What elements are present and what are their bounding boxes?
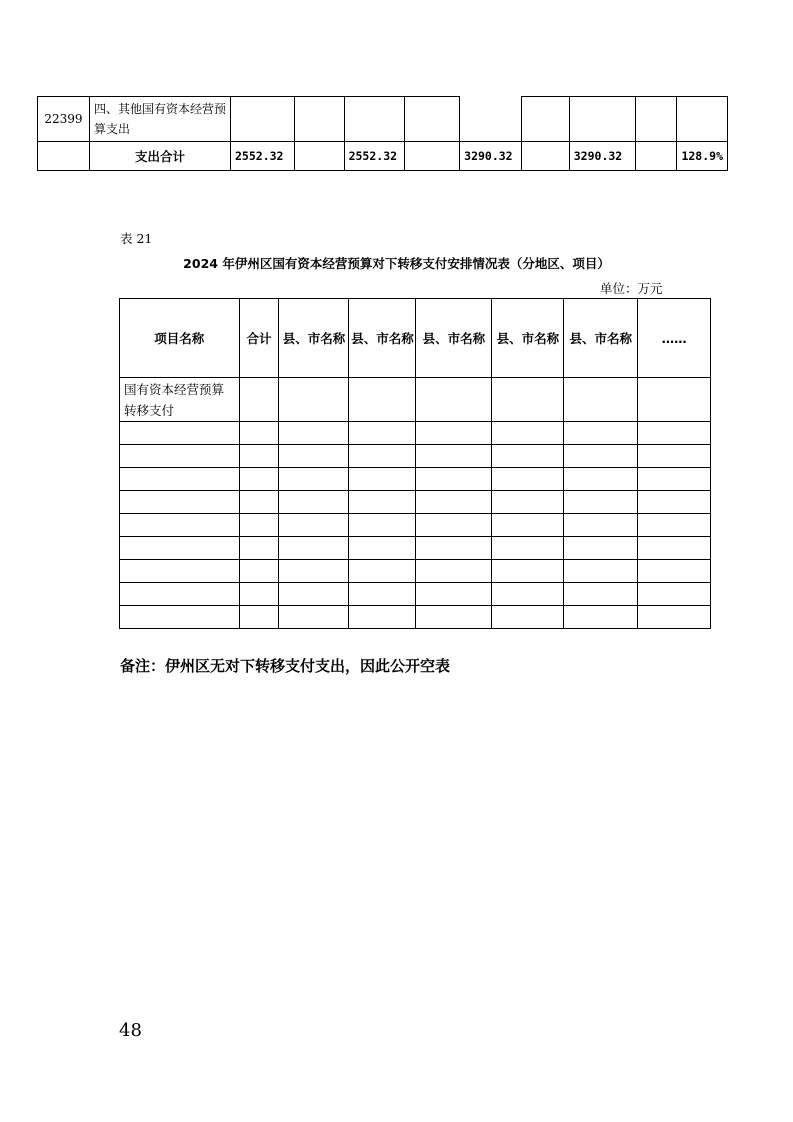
cell-value — [522, 142, 570, 171]
cell-value — [404, 142, 460, 171]
cell-value: 2552.32 — [344, 142, 404, 171]
row-label: 国有资本经营预算转移支付 — [120, 378, 240, 422]
cell-value: 2552.32 — [231, 142, 295, 171]
table-row — [120, 491, 711, 514]
header-cell: 项目名称 — [120, 299, 240, 378]
cell-value: 3290.32 — [460, 142, 522, 171]
table-row — [120, 537, 711, 560]
table-title: 2024 年伊州区国有资本经营预算对下转移支付安排情况表（分地区、项目） — [183, 256, 610, 271]
budget-continuation-table — [37, 96, 728, 171]
transfer-payment-table — [119, 298, 711, 629]
cell-value — [635, 142, 677, 171]
table-number: 表 21 — [120, 231, 153, 246]
page-number: 48 — [119, 1020, 142, 1041]
row-code — [38, 142, 90, 171]
header-row — [120, 299, 711, 378]
table-row — [38, 97, 728, 142]
row-name: 支出合计 — [89, 142, 230, 171]
unit-label: 单位：万元 — [600, 281, 663, 296]
header-cell: 县、市名称 — [349, 299, 416, 378]
cell-value: 128.9% — [677, 142, 728, 171]
header-cell: 县、市名称 — [492, 299, 564, 378]
row-name: 四、其他国有资本经营预算支出 — [89, 97, 230, 142]
table-row — [120, 468, 711, 491]
table-row — [120, 560, 711, 583]
table-row — [120, 583, 711, 606]
table-row-total — [38, 142, 728, 171]
header-cell: 县、市名称 — [279, 299, 349, 378]
cell-value: 3290.32 — [569, 142, 635, 171]
table-row — [120, 606, 711, 629]
header-cell: 合计 — [239, 299, 279, 378]
cell-value — [294, 142, 344, 171]
table-row — [120, 514, 711, 537]
header-cell: 县、市名称 — [564, 299, 638, 378]
table-row — [120, 378, 711, 422]
header-cell: …… — [638, 299, 711, 378]
header-cell: 县、市名称 — [416, 299, 492, 378]
row-code: 22399 — [38, 97, 90, 142]
footnote: 备注：伊州区无对下转移支付支出，因此公开空表 — [120, 657, 451, 675]
table-row — [120, 422, 711, 445]
table-row — [120, 445, 711, 468]
